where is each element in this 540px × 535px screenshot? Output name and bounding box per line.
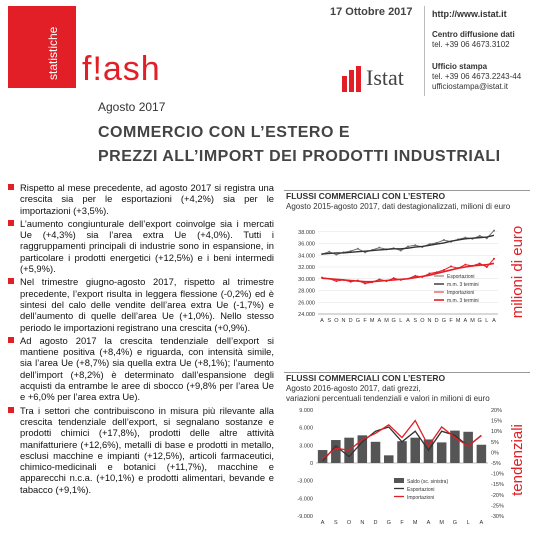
page-title: PREZZI ALL’IMPORT DEI PRODOTTI INDUSTRIALI: [98, 148, 501, 165]
y-tick-label: 30.000: [298, 276, 315, 283]
data-point: [493, 258, 495, 260]
contact-email[interactable]: ufficiostampa@istat.it: [432, 82, 509, 91]
x-tick-label: O: [420, 318, 425, 324]
x-tick-label: A: [463, 318, 468, 324]
x-tick-label: A: [377, 318, 382, 324]
x-tick-label: G: [386, 520, 391, 526]
balance-bar: [410, 438, 420, 463]
data-point: [479, 262, 481, 264]
x-tick-label: G: [441, 318, 446, 324]
data-point: [443, 239, 445, 241]
summary-text: [6, 182, 274, 497]
page-title: COMMERCIO CON L’ESTERO E: [98, 124, 351, 141]
y2-tick-label: -20%: [491, 492, 504, 499]
x-tick-label: A: [320, 318, 324, 324]
x-tick-label: F: [363, 318, 367, 324]
x-tick-label: M: [455, 318, 461, 324]
balance-bar: [384, 455, 394, 463]
x-tick-label: D: [373, 520, 378, 526]
x-tick-label: A: [426, 520, 431, 526]
data-point: [414, 244, 416, 246]
y2-tick-label: 0%: [491, 450, 499, 457]
paragraph-text: Tra i settori che contribuiscono in misura più rilevante alla crescita tendenziale dell’export, si segnalano sostanze e prodotti chimici (+17,8%), prodotti delle altre attività manifatturiere (+12,6%), metalli di base e prodotti in metallo, esclusi macchine e impianti (+12,5%), articoli farmaceutici, chimico-medicinali e botanici (+11,7%), macchine e apparecchi n.c.a. (+10,1%) e prodotti alimentari, bevande e tabacco (+9,1%).: [20, 404, 274, 495]
y-tick-label: 0: [309, 461, 313, 467]
y-tick-label: -9.000: [297, 514, 313, 520]
legend-label: Saldo (sc. sinistra): [407, 479, 449, 485]
y-tick-label: -6.000: [297, 496, 313, 503]
y-tick-label: 6.000: [299, 425, 313, 432]
data-point: [378, 278, 380, 280]
x-tick-label: M: [384, 318, 389, 324]
x-tick-label: D: [434, 318, 439, 324]
x-tick-label: L: [466, 520, 470, 526]
bullet-icon: [8, 278, 14, 284]
y-tick-label: 26.000: [298, 300, 315, 307]
chart-side-label: milioni di euro: [509, 225, 526, 319]
x-tick-label: A: [479, 520, 484, 526]
y2-tick-label: 20%: [491, 408, 503, 414]
y-tick-label: 32.000: [298, 265, 315, 271]
x-tick-label: O: [346, 520, 352, 526]
data-point: [335, 254, 337, 256]
summary-paragraph: [6, 182, 274, 216]
bullet-icon: [8, 407, 14, 413]
istat-flash-logo: [8, 6, 76, 88]
x-tick-label: M: [470, 318, 475, 324]
logo-vertical-label: [46, 10, 64, 84]
bullet-icon: [8, 337, 14, 343]
publication-date: 17 Ottobre 2017: [330, 6, 413, 18]
x-tick-label: F: [400, 520, 404, 526]
x-tick-label: L: [485, 318, 489, 324]
website-link[interactable]: http://www.istat.it: [432, 9, 507, 19]
data-point: [486, 266, 488, 268]
y-tick-label: 38.000: [298, 229, 315, 236]
data-point: [407, 245, 409, 247]
y2-tick-label: -5%: [491, 461, 501, 467]
legend-label: Esportazioni: [407, 487, 435, 493]
y-tick-label: 36.000: [298, 241, 315, 248]
legend-swatch: [394, 478, 404, 483]
chart-subtitle: Agosto 2016-agosto 2017, dati grezzi,: [286, 384, 421, 393]
x-tick-label: D: [348, 318, 353, 324]
data-point: [493, 230, 495, 232]
legend-label: Importazioni: [407, 495, 435, 501]
y2-tick-label: -15%: [491, 482, 504, 489]
summary-paragraph: [6, 335, 274, 403]
x-tick-label: S: [413, 318, 418, 324]
paragraph-text: Nel trimestre giugno-agosto 2017, rispetto al trimestre precedente, l’export risulta in leggera flessione (-0,2%) ed è sintesi del calo delle vendite dell’area extra Ue (-1,7%) e dell’aumento di quelle dell’area Ue (+1,0%). Nello stesso periodo le importazioni registrano una crescita (+0,9%).: [20, 276, 274, 333]
legend-label: Esportazioni: [447, 274, 475, 280]
bullet-icon: [8, 184, 14, 190]
summary-paragraph: [6, 405, 274, 495]
y-tick-label: 34.000: [298, 253, 315, 260]
data-point: [443, 269, 445, 271]
chart-title: FLUSSI COMMERCIALI CON L’ESTERO: [286, 191, 446, 201]
istat-emblem-icon: [342, 66, 364, 92]
trade-flows-line-chart: [284, 214, 532, 332]
balance-bar: [371, 442, 381, 463]
contact-phone: tel. +39 06 4673.3102: [432, 40, 510, 49]
balance-bar: [397, 441, 407, 463]
balance-bar: [477, 445, 487, 463]
x-tick-label: M: [369, 318, 375, 324]
x-tick-label: M: [439, 520, 444, 526]
bullet-icon: [8, 220, 14, 226]
data-point: [450, 265, 452, 267]
x-tick-label: G: [391, 318, 396, 324]
x-tick-label: L: [399, 318, 403, 324]
y-tick-label: 9.000: [299, 408, 313, 414]
series-line: [322, 231, 494, 255]
data-point: [479, 235, 481, 237]
y-tick-label: 28.000: [298, 288, 315, 295]
istat-logo-text: Istat: [366, 65, 404, 90]
balance-bar: [437, 442, 447, 463]
chart-subtitle: Agosto 2015-agosto 2017, dati destagionalizzati, milioni di euro: [286, 202, 511, 211]
y2-tick-label: 10%: [491, 429, 503, 436]
contact-title: Centro diffusione dati: [432, 30, 515, 39]
reference-period: Agosto 2017: [98, 100, 166, 114]
balance-bar: [463, 432, 473, 463]
x-tick-label: M: [412, 520, 418, 526]
logo-statistiche-text: statistiche: [46, 26, 60, 80]
chart-title: FLUSSI COMMERCIALI CON L’ESTERO: [286, 373, 446, 383]
x-tick-label: G: [477, 318, 482, 324]
y-tick-label: -3.000: [297, 478, 313, 485]
x-tick-label: S: [334, 520, 338, 526]
x-tick-label: N: [427, 318, 432, 324]
trade-balance-bar-chart: [284, 404, 532, 528]
flash-wordmark: f!ash: [82, 50, 161, 88]
header-divider: [424, 6, 425, 96]
data-point: [378, 247, 380, 249]
y2-tick-label: -25%: [491, 503, 504, 510]
x-tick-label: A: [320, 520, 325, 526]
contact-phone: tel. +39 06 4673.2243-44: [432, 72, 522, 81]
data-point: [464, 264, 466, 266]
data-point: [357, 248, 359, 250]
legend-label: Importazioni: [447, 290, 475, 296]
data-point: [393, 277, 395, 279]
contact-title: Ufficio stampa: [432, 62, 488, 71]
paragraph-text: L’aumento congiunturale dell’export coinvolge sia i mercati Ue (+4,3%) sia l’area extra Ue (+4,0%). Tutti i raggruppamenti principali di industrie sono in espansione, in particolare i prodotti energetici (+12,5%) e i beni intermedi (+5,9%).: [20, 217, 274, 275]
y2-tick-label: -10%: [491, 471, 504, 478]
paragraph-text: Rispetto al mese precedente, ad agosto 2017 si registra una crescita sia per le esportazioni (+4,2%) sia per le importazioni (+3,5%).: [20, 182, 274, 216]
summary-paragraph: [6, 218, 274, 274]
data-point: [400, 250, 402, 252]
y-tick-label: 3.000: [299, 443, 313, 450]
summary-paragraph: [6, 276, 274, 332]
legend-label: m.m. 3 termini: [447, 298, 479, 304]
y2-tick-label: -30%: [491, 514, 504, 520]
x-tick-label: N: [360, 520, 365, 526]
data-point: [429, 272, 431, 274]
data-point: [414, 275, 416, 277]
x-tick-label: G: [355, 318, 360, 324]
x-tick-label: N: [341, 318, 346, 324]
paragraph-text: Ad agosto 2017 la crescita tendenziale dell’export si mantiene positiva (+8,4%) e riguarda, con intensità simile, sia l’area Ue (+8,7%) sia quella extra Ue (+8,1%); l’aumento dell’import (+8,2%) è determinato dall’espansione degli acquisti da entrambe le aree di sbocco (+9,8% per l’area Ue e +6,0% per l’area extra Ue).: [20, 334, 274, 403]
istat-logo: [342, 65, 422, 93]
chart-subtitle: variazioni percentuali tendenziali e valori in milioni di euro: [286, 394, 490, 403]
y2-tick-label: 15%: [491, 418, 503, 425]
x-tick-label: A: [406, 318, 410, 324]
x-tick-label: S: [327, 318, 332, 324]
data-point: [328, 251, 330, 253]
legend-label: m.m. 3 termini: [447, 282, 479, 288]
data-point: [335, 280, 337, 282]
x-tick-label: F: [449, 318, 453, 324]
x-tick-label: G: [452, 520, 458, 526]
y-tick-label: 24.000: [298, 312, 315, 318]
x-tick-label: A: [492, 318, 496, 324]
data-point: [364, 282, 366, 284]
x-tick-label: O: [334, 318, 339, 324]
chart-side-label: tendenziali: [509, 424, 526, 496]
y2-tick-label: 5%: [491, 439, 499, 446]
